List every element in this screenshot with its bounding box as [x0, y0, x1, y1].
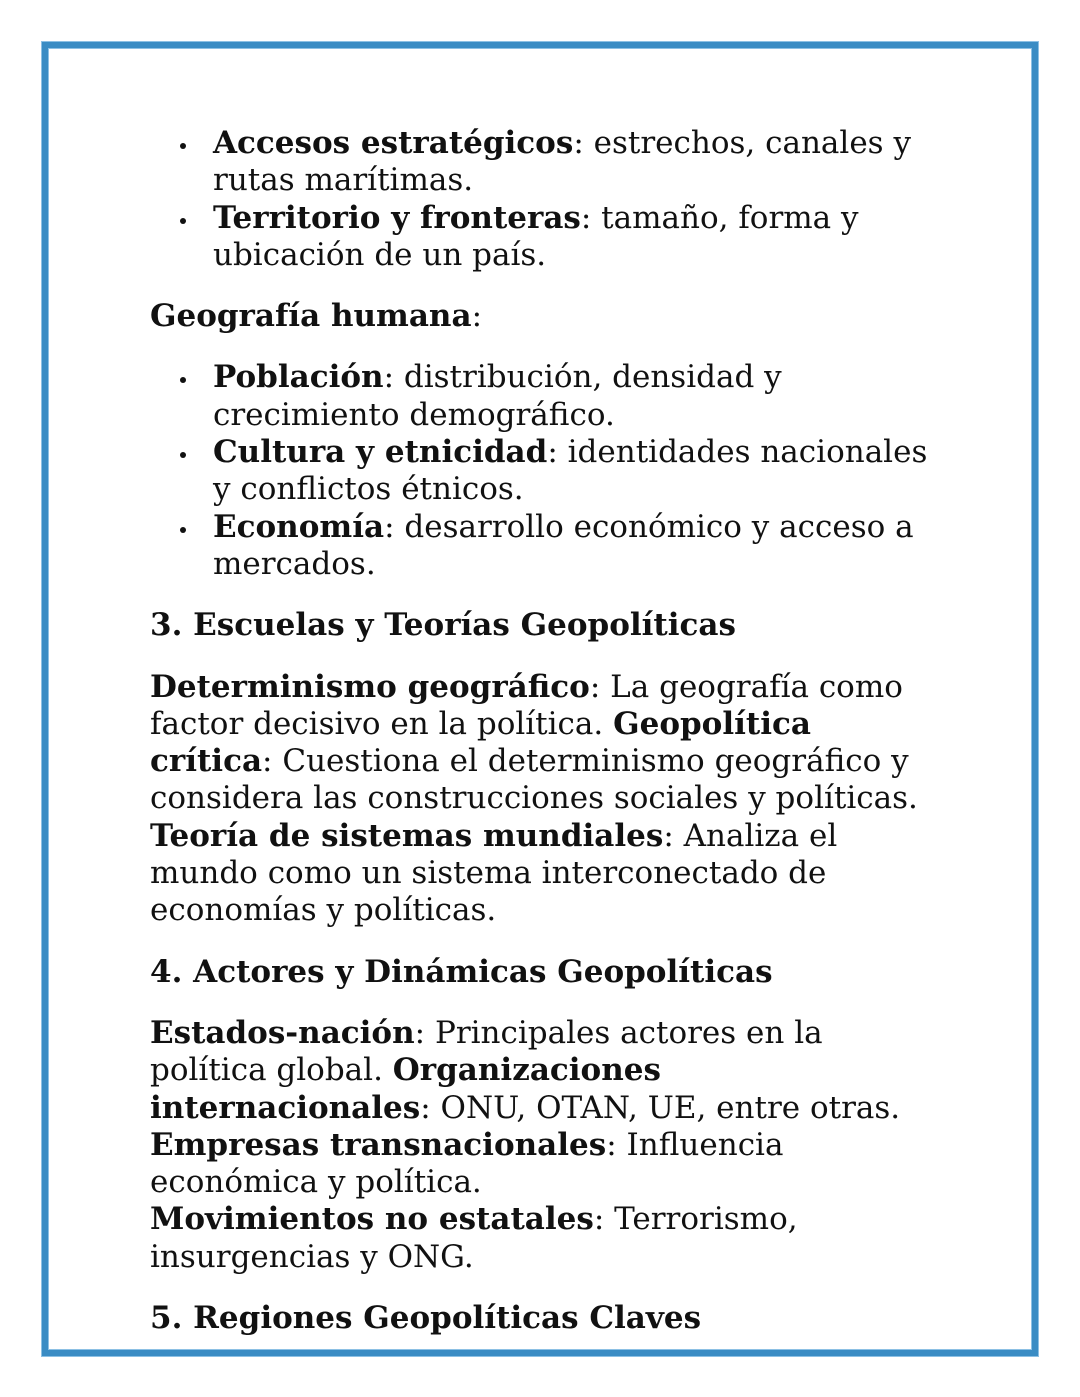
term-desc: Analiza el mundo como un sistema interconectado de economías y políticas.	[150, 817, 838, 929]
section-4-paragraph: Estados-nación: Principales actores en la política global. Organizaciones internacionales: ONU, OTAN, UE, entre otras. Empresas transnacionales: Influencia económica y política. Movimientos no estatales: Terrorismo, insurgencias y ONG.	[150, 1014, 901, 1275]
list-item-desc: desarrollo económico y acceso a mercados.	[213, 508, 914, 582]
term-desc: ONU, OTAN, UE, entre otras.	[440, 1089, 901, 1126]
section-3-heading: 3. Escuelas y Teorías Geopolíticas	[150, 607, 736, 644]
list-item: Accesos estratégicos: estrechos, canales y rutas marítimas.	[213, 125, 940, 200]
list-item: Cultura y etnicidad: identidades nacionales y conflictos étnicos.	[213, 434, 940, 509]
term: Estados-nación	[150, 1014, 415, 1051]
list-item-desc: tamaño, forma y ubicación de un país.	[213, 199, 859, 273]
list-item-term: Territorio y fronteras	[213, 199, 581, 236]
term: Movimientos no estatales	[150, 1201, 594, 1238]
list-item-term: Economía	[213, 508, 385, 545]
section-3-paragraph: Determinismo geográfico: La geografía como factor decisivo en la política. Geopolítica crítica: Cuestiona el determinismo geográfico y considera las construcciones sociales y políticas. Teoría de sistemas mundiales: Analiza el mundo como un sistema interconectado de economías y políticas.	[150, 668, 918, 929]
physical-geography-list	[150, 125, 940, 274]
list-item-desc: identidades nacionales y conflictos étnicos.	[213, 434, 928, 508]
document-body	[150, 125, 940, 1337]
term-desc: La geografía como factor decisivo en la política.	[150, 668, 903, 742]
list-item: Economía: desarrollo económico y acceso a mercados.	[213, 509, 940, 584]
list-item-desc: estrechos, canales y rutas marítimas.	[213, 125, 911, 199]
term: Empresas transnacionales	[150, 1126, 607, 1163]
term: Geopolítica crítica	[150, 705, 811, 780]
list-item-term: Accesos estratégicos	[213, 125, 574, 161]
term: Organizaciones internacionales	[150, 1052, 661, 1126]
term-desc: Principales actores en la política global.	[150, 1014, 823, 1089]
section-4-heading: 4. Actores y Dinámicas Geopolíticas	[150, 953, 773, 990]
term: Teoría de sistemas mundiales	[150, 817, 664, 854]
term-desc: Influencia económica y política.	[150, 1126, 784, 1201]
human-geography-heading: Geografía humana:	[150, 298, 483, 335]
list-item: Territorio y fronteras: tamaño, forma y ubicación de un país.	[213, 200, 940, 275]
term-desc: Cuestiona el determinismo geográfico y considera las construcciones sociales y políticas.	[150, 743, 918, 817]
list-item-desc: distribución, densidad y crecimiento demográfico.	[213, 359, 782, 433]
term: Determinismo geográfico	[150, 668, 590, 705]
term-desc: Terrorismo, insurgencias y ONG.	[150, 1201, 798, 1275]
section-5-heading: 5. Regiones Geopolíticas Claves	[150, 1300, 702, 1337]
list-item: Población: distribución, densidad y crecimiento demográfico.	[213, 359, 940, 434]
list-item-term: Cultura y etnicidad	[213, 434, 548, 471]
human-geography-list	[150, 359, 940, 583]
list-item-term: Población	[213, 359, 384, 396]
